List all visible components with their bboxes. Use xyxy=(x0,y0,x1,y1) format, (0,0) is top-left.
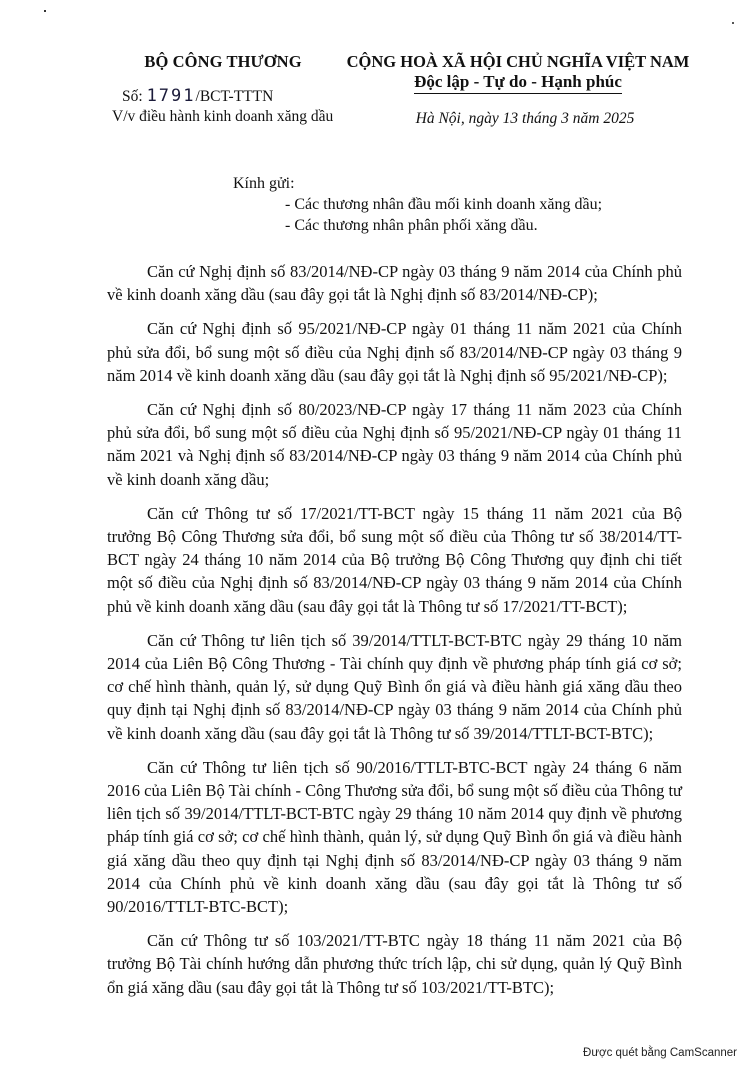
national-motto: Độc lập - Tự do - Hạnh phúc xyxy=(414,72,622,94)
recipient-item: - Các thương nhân phân phối xăng dầu. xyxy=(285,217,538,234)
scan-speck xyxy=(44,10,46,12)
legal-basis-paragraph: Căn cứ Thông tư số 17/2021/TT-BCT ngày 15 tháng 11 năm 2021 của Bộ trưởng Bộ Công Thương sửa đổi, bổ sung một số điều của Thông tư số 38/2014/TT-BCT ngày 24 tháng 10 năm 2014 của Bộ trưởng Bộ Công Thương quy định chi tiết một số điều của Nghị định số 83/2014/NĐ-CP ngày 03 tháng 9 năm 2014 của Chính phủ về kinh doanh xăng dầu (sau đây gọi tắt là Thông tư số 17/2021/TT-BCT); xyxy=(107,503,682,616)
doc-number-suffix: /BCT-TTTN xyxy=(195,88,274,105)
doc-number-prefix: Số: xyxy=(122,88,143,105)
recipient-item: - Các thương nhân đầu mối kinh doanh xăng dầu; xyxy=(285,196,603,213)
legal-basis-paragraph: Căn cứ Thông tư liên tịch số 39/2014/TTLT-BCT-BTC ngày 29 tháng 10 năm 2014 của Liên Bộ Công Thương - Tài chính quy định về phương pháp tính giá cơ sở; cơ chế hình thành, quản lý, sử dụng Quỹ Bình ổn giá và điều hành giá xăng dầu theo quy định tại Nghị định số 83/2014/NĐ-CP ngày 03 tháng 9 năm 2014 của Chính phủ về kinh doanh xăng dầu (sau đây gọi tắt là Thông tư số 39/2014/TTLT-BCT-BTC); xyxy=(107,630,682,743)
document-subject: V/v điều hành kinh doanh xăng dầu xyxy=(112,108,334,125)
scanner-watermark: Được quét bằng CamScanner xyxy=(583,1047,737,1059)
doc-number-handwritten: 1791 xyxy=(146,86,196,106)
legal-basis-paragraph: Căn cứ Nghị định số 80/2023/NĐ-CP ngày 17 tháng 11 năm 2023 của Chính phủ sửa đổi, bổ sung một số điều của Nghị định số 95/2021/NĐ-CP ngày 01 tháng 11 năm 2021 và Nghị định số 83/2014/NĐ-CP ngày 03 tháng 9 năm 2014 của Chính phủ về kinh doanh xăng dầu; xyxy=(107,400,682,489)
place-date: Hà Nội, ngày 13 tháng 3 năm 2025 xyxy=(415,110,635,127)
ministry-name: BỘ CÔNG THƯƠNG xyxy=(144,52,302,71)
legal-basis-paragraph: Căn cứ Nghị định số 95/2021/NĐ-CP ngày 01 tháng 11 năm 2021 của Chính phủ sửa đổi, bổ sung một số điều của Nghị định số 83/2014/NĐ-CP ngày 03 tháng 9 năm 2014 về kinh doanh xăng dầu (sau đây gọi tắt là Nghị định số 95/2021/NĐ-CP); xyxy=(107,319,682,385)
document-body xyxy=(107,260,682,1010)
legal-basis-paragraph: Căn cứ Thông tư liên tịch số 90/2016/TTLT-BTC-BCT ngày 24 tháng 6 năm 2016 của Liên Bộ Tài chính - Công Thương sửa đổi, bổ sung một số điều của Thông tư liên tịch số 39/2014/TTLT-BCT-BTC ngày 29 tháng 10 năm 2014 quy định về phương pháp tính giá cơ sở; cơ chế hình thành, quản lý, sử dụng Quỹ Bình ổn giá và điều hành giá xăng dầu theo quy định tại Nghị định số 83/2014/NĐ-CP ngày 03 tháng 9 năm 2014 của Chính phủ về kinh doanh xăng dầu (sau đây gọi tắt là Thông tư số 90/2016/TTLT-BTC-BCT); xyxy=(107,757,682,917)
document-number xyxy=(108,86,338,106)
recipients-block xyxy=(233,173,602,236)
issuer-block xyxy=(108,52,338,126)
recipients-label: Kính gửi: xyxy=(233,175,295,192)
nation-title: CỘNG HOÀ XÃ HỘI CHỦ NGHĨA VIỆT NAM xyxy=(346,52,690,71)
national-heading xyxy=(346,52,690,128)
legal-basis-paragraph: Căn cứ Thông tư số 103/2021/TT-BTC ngày 18 tháng 11 năm 2021 của Bộ trưởng Bộ Tài chính hướng dẫn phương thức trích lập, chi sử dụng, quản lý Quỹ Bình ổn giá xăng dầu (sau đây gọi tắt là Thông tư số 103/2021/TT-BTC); xyxy=(107,931,682,997)
legal-basis-paragraph: Căn cứ Nghị định số 83/2014/NĐ-CP ngày 03 tháng 9 năm 2014 của Chính phủ về kinh doanh xăng dầu (sau đây gọi tắt là Nghị định số 83/2014/NĐ-CP); xyxy=(107,262,682,305)
scan-speck xyxy=(732,22,734,24)
